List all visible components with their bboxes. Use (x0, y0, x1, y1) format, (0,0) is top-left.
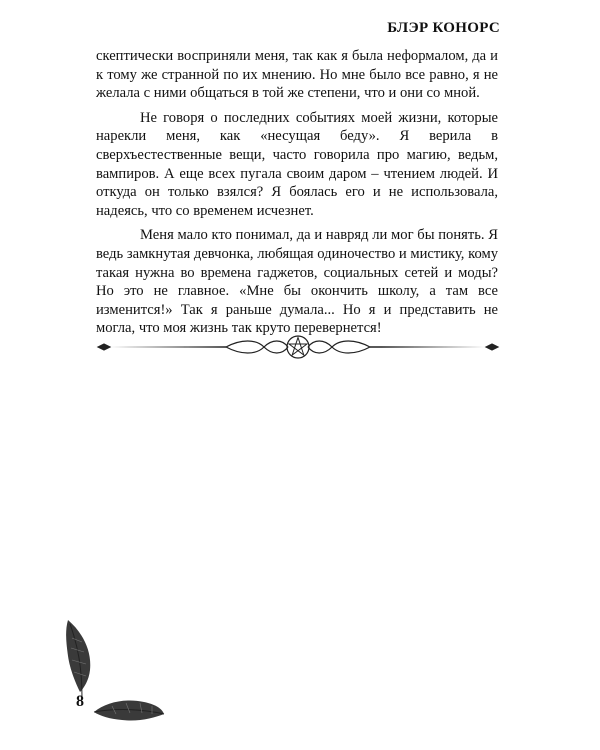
running-header-title: БЛЭР КОНОРС (387, 20, 500, 36)
pentagram-divider-icon (96, 327, 500, 367)
body-text (96, 47, 498, 344)
paragraph: скептически восприняли меня, так как я была неформалом, да и к тому же странной по их мнению. Но мне было все равно, я не желала с ними общаться в той же степени, что и они со мной. (96, 48, 498, 102)
feather-icon (92, 692, 166, 726)
paragraph: Не говоря о последних событиях моей жизни, которые нарекли меня, как «несущая беду». Я верила в сверхъестественные вещи, часто говорила про магию, ведьм, вампиров. А еще всех пугала своим даром – чтением людей. И откуда он только взялся? Я боялась его и не использовала, надеясь, что со временем исчезнет. (96, 109, 498, 219)
feather-icon (62, 618, 98, 700)
paragraph: Меня мало кто понимал, да и навряд ли мог бы понять. Я ведь замкнутая девчонка, любящая одиночество и мистику, кому такая нужна во времена гаджетов, социальных сетей и моды? Но это не главное. «Мне бы окончить школу, а там все изменится!» Так я раньше думала... Но я и представить не могла, что моя жизнь так круто перевернется! (96, 227, 498, 337)
page-number: 8 (76, 693, 84, 710)
